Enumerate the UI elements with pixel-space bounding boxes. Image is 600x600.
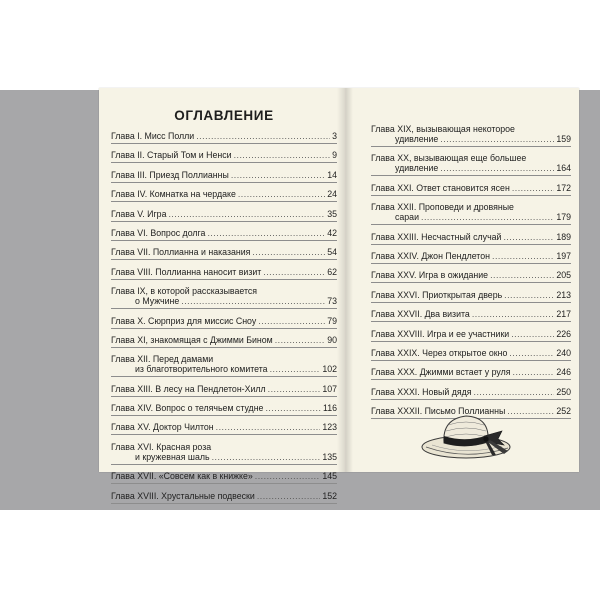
toc-entry-title: Глава II. Старый Том и Ненси [111,150,232,161]
toc-entry-page: 73 [327,296,337,307]
toc-entry-page: 240 [556,347,571,358]
toc-entry[interactable] [371,387,571,400]
toc-entry-title: Глава XXIV. Джон Пендлетон [371,250,490,261]
toc-entry[interactable] [111,491,337,504]
toc-entry[interactable] [371,270,571,283]
dot-leader [440,134,554,144]
dot-leader [263,267,325,277]
toc-entry[interactable] [111,403,337,416]
dot-leader [512,183,555,193]
toc-entry[interactable] [111,335,337,348]
toc-entry-page: 189 [556,231,571,242]
dot-leader [474,387,555,397]
toc-entry[interactable] [111,209,337,222]
toc-entry-page: 14 [327,169,337,180]
toc-entry-page: 79 [327,315,337,326]
toc-entry[interactable] [111,442,337,465]
toc-entry[interactable] [111,286,337,309]
dot-leader [440,163,554,173]
toc-entry-title: Глава XII. Перед дамами [111,354,214,365]
dot-leader [509,348,554,358]
straw-hat-icon [418,405,522,461]
toc-entry-title: Глава V. Игра [111,208,167,219]
toc-entry-title: Глава XXI. Ответ становится ясен [371,182,510,193]
toc-entry-title: Глава XV. Доктор Чилтон [111,422,214,433]
toc-entry-title: Глава XXVII. Два визита [371,309,470,320]
dot-leader [168,209,325,219]
toc-entry[interactable] [111,150,337,163]
toc-entry-title: Глава VIII. Поллианна наносит визит [111,266,262,277]
toc-entry[interactable] [371,202,571,225]
toc-entry[interactable] [371,290,571,303]
toc-entry-page: 250 [556,386,571,397]
toc-list-right [371,124,571,419]
toc-entry[interactable] [111,471,337,484]
toc-entry-title: Глава XXX. Джимми встает у руля [371,367,511,378]
toc-entry-page: 102 [322,364,337,375]
toc-entry-page: 197 [556,250,571,261]
toc-entry[interactable] [371,251,571,264]
toc-entry-page: 107 [322,383,337,394]
toc-entry-title-cont: о Мужчине [135,296,180,307]
toc-entry-page: 62 [327,266,337,277]
dot-leader [265,403,321,413]
dot-leader [255,471,321,481]
dot-leader [234,150,331,160]
toc-entry-title: Глава XXII. Проповеди и дровяные [371,202,514,213]
dot-leader [212,452,321,462]
toc-entry-page: 135 [322,451,337,462]
toc-entry[interactable] [371,153,571,176]
toc-entry[interactable] [371,309,571,322]
toc-entry-page: 164 [556,163,571,174]
toc-entry-title: Глава XVI. Красная роза [111,441,212,452]
toc-entry-title-cont: и кружевная шаль [135,451,210,462]
toc-entry[interactable] [111,247,337,260]
toc-entry-page: 9 [332,150,337,161]
toc-entry[interactable] [111,422,337,435]
toc-entry-title: Глава XXVI. Приоткрытая дверь [371,289,503,300]
toc-entry-title-cont: удивление [395,134,439,144]
dot-leader [257,491,321,501]
toc-entry-page: 179 [556,212,571,223]
toc-entry[interactable] [371,348,571,361]
toc-entry-page: 226 [556,328,571,339]
page-title: ОГЛАВЛЕНИЕ [174,108,274,123]
toc-entry-title: Глава I. Мисс Полли [111,131,195,141]
toc-entry[interactable] [371,124,571,147]
toc-entry-page: 246 [556,367,571,378]
toc-entry-page: 205 [556,270,571,281]
toc-entry-title: Глава XXV. Игра в ожидание [371,270,489,281]
toc-entry-title: Глава XVII. «Совсем как в книжке» [111,471,253,482]
toc-entry[interactable] [111,316,337,329]
dot-leader [421,212,554,222]
toc-entry-page: 35 [327,208,337,219]
toc-entry-page: 90 [327,334,337,345]
toc-entry-page: 145 [322,471,337,482]
dot-leader [252,247,325,257]
toc-entry[interactable] [111,267,337,280]
dot-leader [492,251,554,261]
dot-leader [216,422,321,432]
toc-entry-title-cont: сараи [395,212,419,223]
toc-entry-page: 54 [327,247,337,258]
toc-entry-page: 42 [327,227,337,238]
toc-entry-title: Глава XIV. Вопрос о телячьем студне [111,403,264,414]
toc-entry-page: 3 [332,131,337,141]
toc-entry-title: Глава XIII. В лесу на Пендлетон-Хилл [111,383,266,394]
toc-entry[interactable] [111,228,337,241]
toc-entry[interactable] [111,354,337,377]
dot-leader [503,232,554,242]
toc-entry-title: Глава XXIII. Несчастный случай [371,231,502,242]
dot-leader [231,170,325,180]
book-gutter [337,88,353,472]
toc-entry-title: Глава IX, в которой рассказывается [111,286,258,297]
left-page [111,108,337,510]
dot-leader [513,367,555,377]
dot-leader [196,131,330,141]
dot-leader [504,290,554,300]
toc-entry[interactable] [111,384,337,397]
toc-entry[interactable] [371,183,571,196]
dot-leader [275,335,325,345]
toc-list-left [111,131,337,504]
dot-leader [270,364,321,374]
dot-leader [268,384,321,394]
toc-entry-title: Глава XIX, вызывающая некоторое [371,124,515,134]
toc-entry-title: Глава VI. Вопрос долга [111,227,206,238]
toc-entry-page: 172 [556,182,571,193]
toc-entry-page: 159 [556,134,571,144]
toc-entry-page: 152 [322,490,337,501]
toc-entry-title: Глава VII. Поллианна и наказания [111,247,251,258]
toc-entry-title: Глава XX, вызывающая еще большее [371,153,527,164]
dot-leader [181,296,325,306]
dot-leader [490,270,554,280]
toc-entry-page: 252 [556,406,571,417]
toc-entry-title: Глава XXVIII. Игра и ее участники [371,328,510,339]
toc-entry[interactable] [371,329,571,342]
toc-entry[interactable] [111,170,337,183]
toc-entry-page: 24 [327,189,337,200]
toc-entry-title-cont: удивление [395,163,439,174]
toc-entry-title: Глава XVIII. Хрустальные подвески [111,490,255,501]
toc-entry-title: Глава X. Сюрприз для миссис Сноу [111,315,257,326]
toc-entry-page: 213 [556,289,571,300]
toc-entry[interactable] [111,189,337,202]
toc-entry-page: 116 [322,403,337,414]
toc-entry[interactable] [111,131,337,144]
dot-leader [238,189,325,199]
toc-entry[interactable] [371,367,571,380]
right-page [371,124,571,425]
toc-entry-title: Глава III. Приезд Поллианны [111,169,229,180]
toc-entry[interactable] [371,232,571,245]
toc-entry-title: Глава XXXII. Письмо Поллианны [371,406,506,417]
dot-leader [511,329,554,339]
toc-entry-title: Глава XI, знакомящая с Джимми Бином [111,334,273,345]
toc-entry-title-cont: из благотворительного комитета [135,364,268,375]
toc-entry-title: Глава XXXI. Новый дядя [371,386,472,397]
dot-leader [472,309,555,319]
dot-leader [207,228,325,238]
toc-entry-page: 217 [556,309,571,320]
dot-leader [258,316,325,326]
toc-entry-title: Глава XXIX. Через открытое окно [371,347,508,358]
toc-entry-page: 123 [322,422,337,433]
toc-entry-title: Глава IV. Комнатка на чердаке [111,189,236,200]
